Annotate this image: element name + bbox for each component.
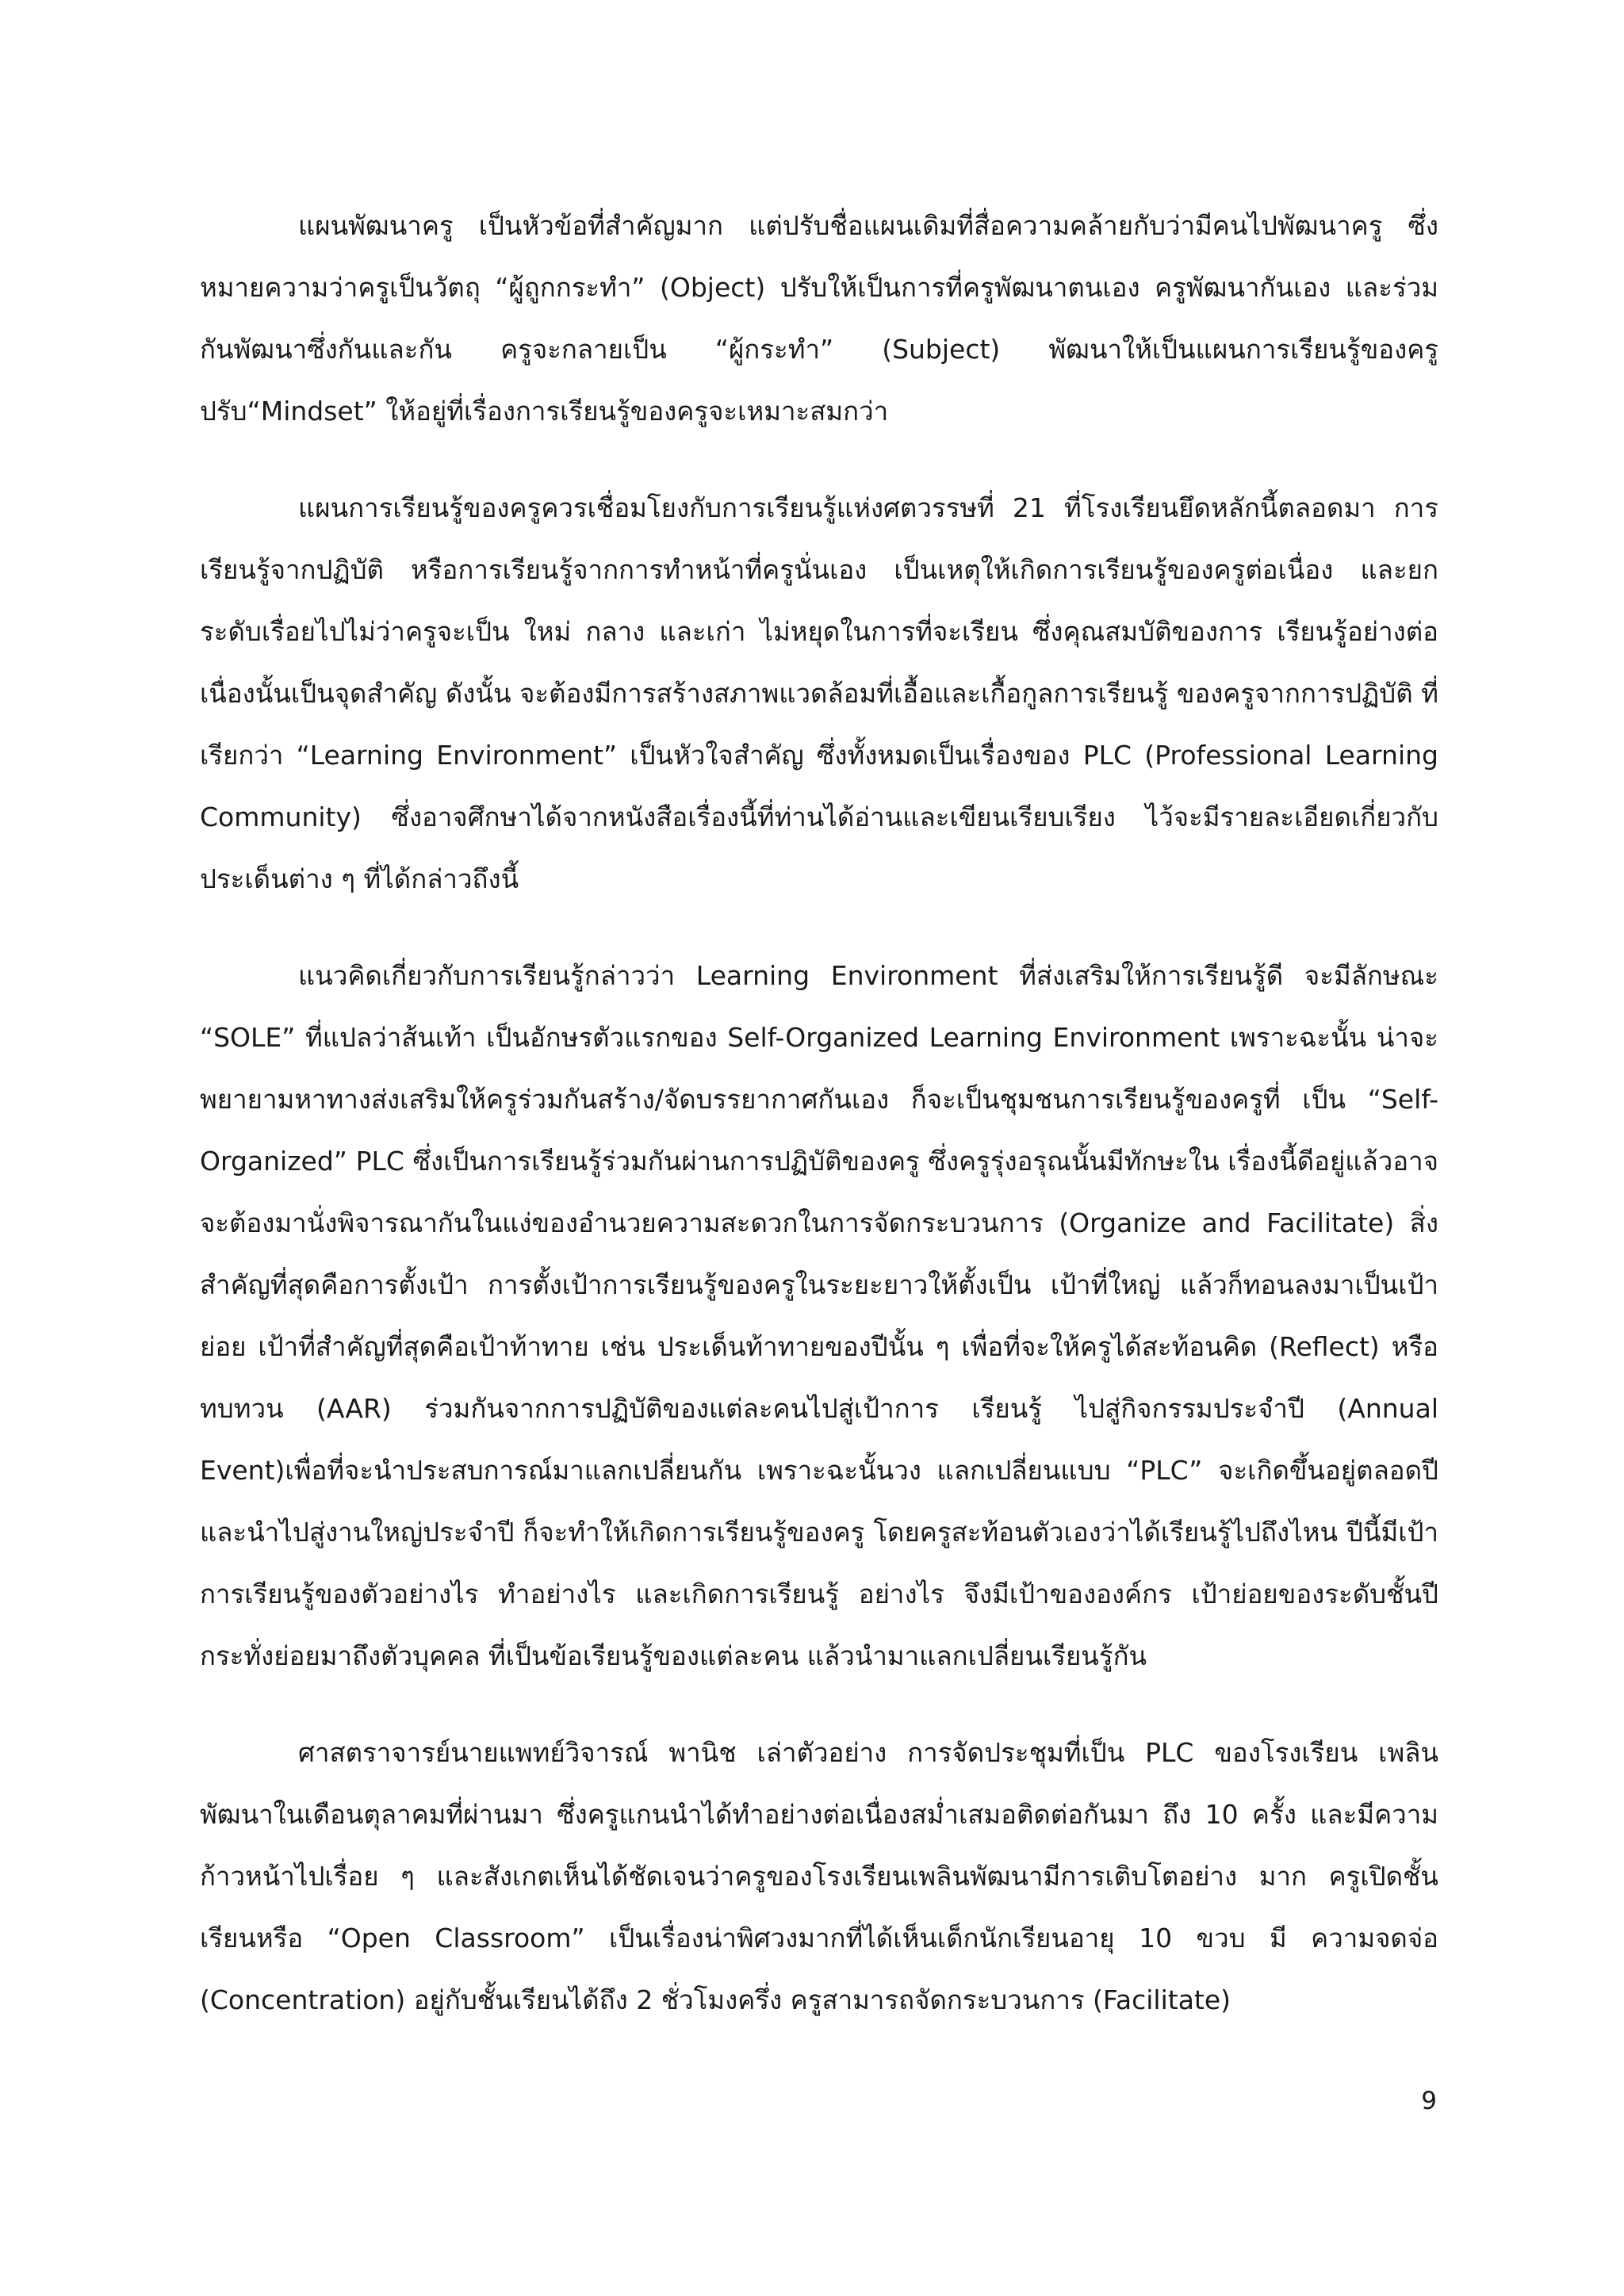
- page-number: 9: [1421, 2087, 1437, 2115]
- paragraph-plc-example: ศาสตราจารย์นายแพทย์วิจารณ์ พานิช เล่าตัวอย่าง การจัดประชุมที่เป็น PLC ของโรงเรียน เพลินพัฒนาในเดือนตุลาคมที่ผ่านมา ซึ่งครูแกนนำได้ทำอย่างต่อเนื่องสม่ำเสมอติดต่อกันมา ถึง 10 ครั้ง และมีความก้าวหน้าไปเรื่อย ๆ และสังเกตเห็นได้ชัดเจนว่าครูของโรงเรียนเพลินพัฒนามีการเติบโตอย่าง มาก ครูเปิดชั้นเรียนหรือ “Open Classroom” เป็นเรื่องน่าพิศวงมากที่ได้เห็นเด็กนักเรียนอายุ 10 ขวบ มี ความจดจ่อ (Concentration) อยู่กับชั้นเรียนได้ถึง 2 ชั่วโมงครึ่ง ครูสามารถจัดกระบวนการ (Facilitate): [200, 1737, 1438, 2015]
- paragraph-learning-environment: แผนการเรียนรู้ของครูควรเชื่อมโยงกับการเรียนรู้แห่งศตวรรษที่ 21 ที่โรงเรียนยึดหลักนี้ตลอดมา การเรียนรู้จากปฏิบัติ หรือการเรียนรู้จากการทำหน้าที่ครูนั่นเอง เป็นเหตุให้เกิดการเรียนรู้ของครูต่อเนื่อง และยกระดับเรื่อยไปไม่ว่าครูจะเป็น ใหม่ กลาง และเก่า ไม่หยุดในการที่จะเรียน ซึ่งคุณสมบัติของการ เรียนรู้อย่างต่อเนื่องนั้นเป็นจุดสำคัญ ดังนั้น จะต้องมีการสร้างสภาพแวดล้อมที่เอื้อและเกื้อกูลการเรียนรู้ ของครูจากการปฏิบัติ ที่เรียกว่า “Learning Environment” เป็นหัวใจสำคัญ ซึ่งทั้งหมดเป็นเรื่องของ PLC (Professional Learning Community) ซึ่งอาจศึกษาได้จากหนังสือเรื่องนี้ที่ท่านได้อ่านและเขียนเรียบเรียง ไว้จะมีรายละเอียดเกี่ยวกับประเด็นต่าง ๆ ที่ได้กล่าวถึงนี้: [200, 492, 1438, 894]
- paragraph-sole-concept: แนวคิดเกี่ยวกับการเรียนรู้กล่าวว่า Learning Environment ที่ส่งเสริมให้การเรียนรู้ดี จะมีลักษณะ “SOLE” ที่แปลว่าส้นเท้า เป็นอักษรตัวแรกของ Self-Organized Learning Environment เพราะฉะนั้น น่าจะพยายามหาทางส่งเสริมให้ครูร่วมกันสร้าง/จัดบรรยากาศกันเอง ก็จะเป็นชุมชนการเรียนรู้ของครูที่ เป็น “Self-Organized” PLC ซึ่งเป็นการเรียนรู้ร่วมกันผ่านการปฏิบัติของครู ซึ่งครูรุ่งอรุณนั้นมีทักษะใน เรื่องนี้ดีอยู่แล้วอาจจะต้องมานั่งพิจารณากันในแง่ของอำนวยความสะดวกในการจัดกระบวนการ (Organize and Facilitate) สิ่งสำคัญที่สุดคือการตั้งเป้า การตั้งเป้าการเรียนรู้ของครูในระยะยาวให้ตั้งเป็น เป้าที่ใหญ่ แล้วก็ทอนลงมาเป็นเป้าย่อย เป้าที่สำคัญที่สุดคือเป้าท้าทาย เช่น ประเด็นท้าทายของปีนั้น ๆ เพื่อที่จะให้ครูได้สะท้อนคิด (Reflect) หรือทบทวน (AAR) ร่วมกันจากการปฏิบัติของแต่ละคนไปสู่เป้าการ เรียนรู้ ไปสู่กิจกรรมประจำปี (Annual Event)เพื่อที่จะนำประสบการณ์มาแลกเปลี่ยนกัน เพราะฉะนั้นวง แลกเปลี่ยนแบบ “PLC” จะเกิดขึ้นอยู่ตลอดปี และนำไปสู่งานใหญ่ประจำปี ก็จะทำให้เกิดการเรียนรู้ของครู โดยครูสะท้อนตัวเองว่าได้เรียนรู้ไปถึงไหน ปีนี้มีเป้าการเรียนรู้ของตัวอย่างไร ทำอย่างไร และเกิดการเรียนรู้ อย่างไร จึงมีเป้าขององค์กร เป้าย่อยของระดับชั้นปี กระทั่งย่อยมาถึงตัวบุคคล ที่เป็นข้อเรียนรู้ของแต่ละคน แล้วนำมาแลกเปลี่ยนเรียนรู้กัน: [200, 960, 1438, 1671]
- paragraph-teacher-development-plan: แผนพัฒนาครู เป็นหัวข้อที่สำคัญมาก แต่ปรับชื่อแผนเดิมที่สื่อความคล้ายกับว่ามีคนไปพัฒนาครู ซึ่งหมายความว่าครูเป็นวัตถุ “ผู้ถูกกระทำ” (Object) ปรับให้เป็นการที่ครูพัฒนาตนเอง ครูพัฒนากันเอง และร่วมกันพัฒนาซึ่งกันและกัน ครูจะกลายเป็น “ผู้กระทำ” (Subject) พัฒนาให้เป็นแผนการเรียนรู้ของครู ปรับ“Mindset” ให้อยู่ที่เรื่องการเรียนรู้ของครูจะเหมาะสมกว่า: [200, 210, 1438, 427]
- body-text: [200, 195, 1438, 2066]
